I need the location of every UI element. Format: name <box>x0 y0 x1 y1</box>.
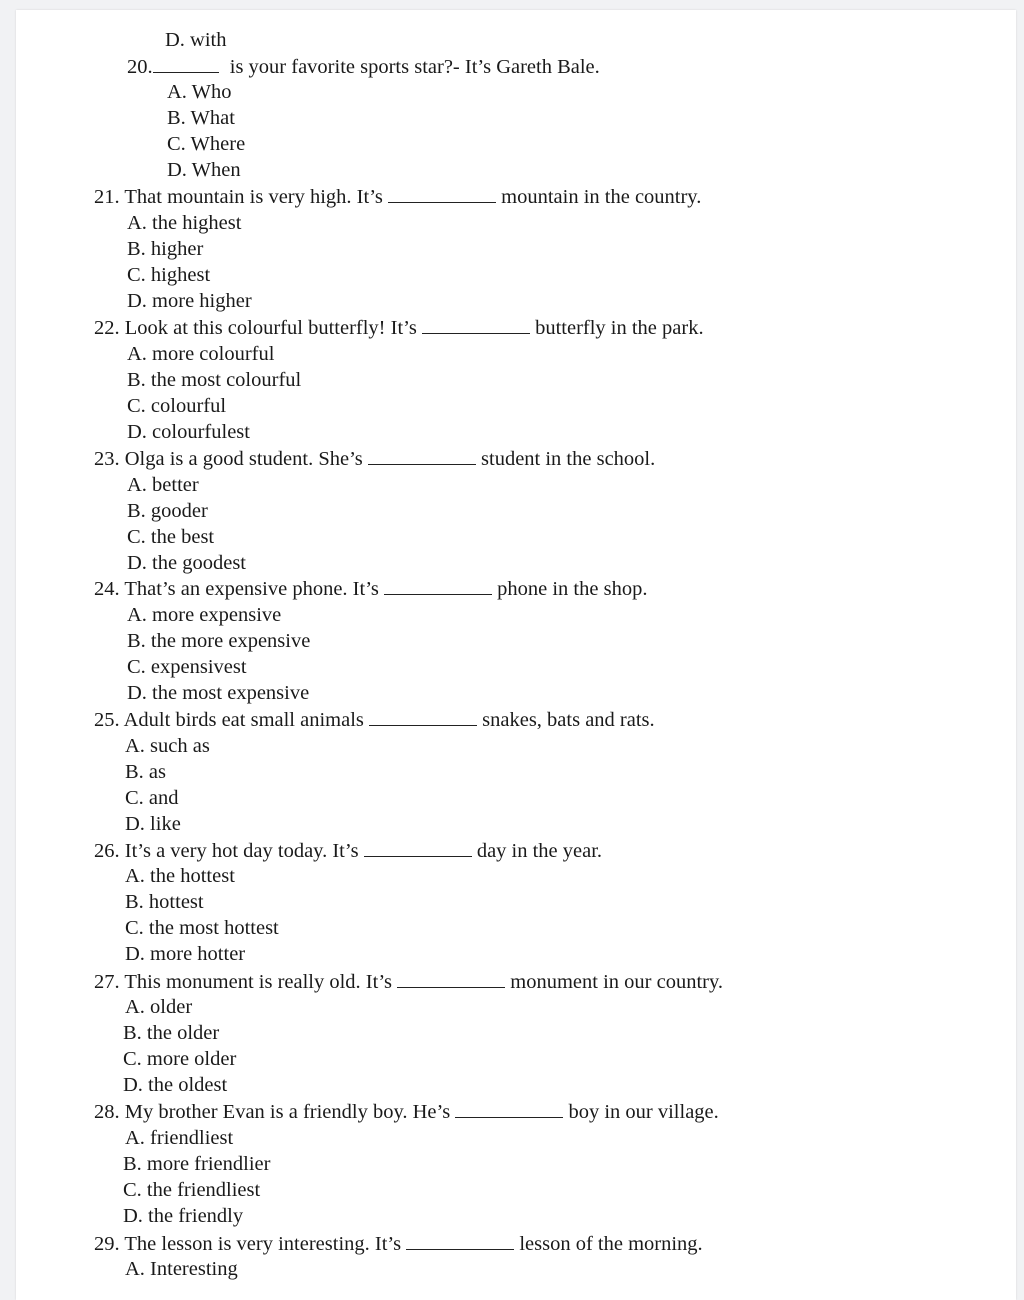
question-tail: is your favorite sports star?- It’s Gareth Bale. <box>229 56 600 78</box>
option-d: D. like <box>125 813 181 835</box>
option-b: B. gooder <box>127 500 208 522</box>
question-20 <box>127 54 600 80</box>
option-a: A. Interesting <box>125 1258 238 1280</box>
question-number: 28. <box>94 1101 120 1123</box>
option-b: B. hottest <box>125 891 204 913</box>
question-stem: Olga is a good student. She’s <box>124 448 363 470</box>
question-stem: That’s an expensive phone. It’s <box>124 578 379 600</box>
question-23 <box>94 446 655 472</box>
question-tail: student in the school. <box>481 448 656 470</box>
question-26 <box>94 838 602 864</box>
answer-blank <box>369 707 477 726</box>
option-d: D. more higher <box>127 290 252 312</box>
option-a: A. better <box>127 474 199 496</box>
answer-blank <box>397 969 505 988</box>
option-a: A. friendliest <box>125 1127 234 1149</box>
question-stem: The lesson is very interesting. It’s <box>124 1233 402 1255</box>
question-stem: Adult birds eat small animals <box>123 709 364 731</box>
question-stem: This monument is really old. It’s <box>124 971 393 993</box>
option-c: C. highest <box>127 264 211 286</box>
question-tail: butterfly in the park. <box>535 317 704 339</box>
question-number: 20. <box>127 56 153 78</box>
answer-blank <box>364 838 472 857</box>
option-b: B. higher <box>127 238 204 260</box>
option-a: A. more colourful <box>127 343 275 365</box>
option-d: D. the most expensive <box>127 682 310 704</box>
option-d: D. more hotter <box>125 943 246 965</box>
option-a: A. more expensive <box>127 604 282 626</box>
question-24 <box>94 576 647 602</box>
question-tail: day in the year. <box>476 840 603 862</box>
question-number: 21. <box>94 186 120 208</box>
answer-blank <box>368 446 476 465</box>
option-c: C. Where <box>167 133 246 155</box>
option-b: B. as <box>125 761 166 783</box>
option-c: C. the best <box>127 526 215 548</box>
question-number: 26. <box>94 840 120 862</box>
option-b: B. the most colourful <box>127 369 302 391</box>
option-a: A. Who <box>167 81 232 103</box>
question-22 <box>94 315 704 341</box>
question-stem: Look at this colourful butterfly! It’s <box>124 317 417 339</box>
option-c: C. the most hottest <box>125 917 279 939</box>
question-tail: lesson of the morning. <box>519 1233 703 1255</box>
question-tail: phone in the shop. <box>497 578 648 600</box>
option-c: C. and <box>125 787 179 809</box>
option-c: C. more older <box>123 1048 237 1070</box>
option-a: A. older <box>125 996 193 1018</box>
option-d: D. the goodest <box>127 552 246 574</box>
question-tail: snakes, bats and rats. <box>482 709 655 731</box>
option-b: B. What <box>167 107 235 129</box>
option-a: A. such as <box>125 735 210 757</box>
option-d: D. the friendly <box>123 1205 244 1227</box>
question-number: 29. <box>94 1233 120 1255</box>
option-c: C. the friendliest <box>123 1179 261 1201</box>
answer-blank <box>388 184 496 203</box>
question-29 <box>94 1231 703 1257</box>
question-number: 22. <box>94 317 120 339</box>
answer-blank <box>384 576 492 595</box>
option-b: B. more friendlier <box>123 1153 271 1175</box>
question-28 <box>94 1099 719 1125</box>
option-b: B. the older <box>123 1022 220 1044</box>
option-d: D. colourfulest <box>127 421 250 443</box>
answer-blank <box>422 315 530 334</box>
question-number: 27. <box>94 971 120 993</box>
answer-blank <box>153 54 219 73</box>
option-a: A. the hottest <box>125 865 235 887</box>
option-d: D. the oldest <box>123 1074 228 1096</box>
option-c: C. colourful <box>127 395 227 417</box>
answer-blank <box>406 1231 514 1250</box>
option-b: B. the more expensive <box>127 630 311 652</box>
question-27 <box>94 969 723 995</box>
option-a: A. the highest <box>127 212 242 234</box>
question-stem: My brother Evan is a friendly boy. He’s <box>124 1101 451 1123</box>
question-number: 24. <box>94 578 120 600</box>
question-21 <box>94 184 701 210</box>
question-tail: monument in our country. <box>510 971 724 993</box>
option-d: D. When <box>167 159 241 181</box>
question-stem: It’s a very hot day today. It’s <box>124 840 359 862</box>
question-25 <box>94 707 655 733</box>
option-c: C. expensivest <box>127 656 247 678</box>
question-stem: That mountain is very high. It’s <box>124 186 383 208</box>
question-number: 25. <box>94 709 120 731</box>
question-number: 23. <box>94 448 120 470</box>
question-tail: boy in our village. <box>568 1101 719 1123</box>
question-tail: mountain in the country. <box>501 186 702 208</box>
q19-option-d: D. with <box>165 29 227 51</box>
answer-blank <box>455 1099 563 1118</box>
